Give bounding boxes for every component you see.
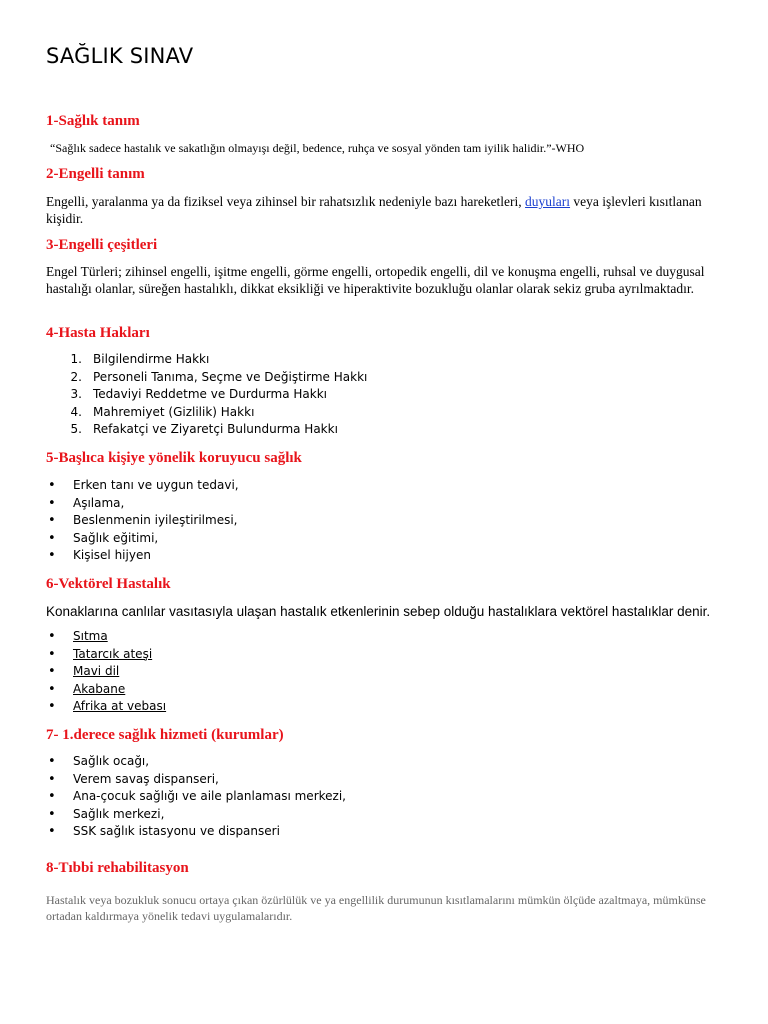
document-page: SAĞLIK SINAV 1-Sağlık tanım “Sağlık sadece hastalık ve sakatlığın olmayışı değil, bedence, ruhça ve sosyal yönden tam iyilik halidir.”-WHO 2-Engelli tanım Engelli, yaralanma ya da fiziksel veya zihinsel bir rahatsızlık nedeniyle bazı hareketleri, duyuları veya işlevleri kısıtlanan kişidir. 3-Engelli çeşitleri Engel Türleri; zihinsel engelli, işitme engelli, görme engelli, ortopedik engelli, dil ve konuşma engelli, ruhsal ve duygusal hastalığı olanlar, süreğen hastalıklı, dikkat eksikliği ve hiperaktivite bozukluğu olanlar olarak sekiz gruba ayrılmaktadır. 4-Hasta Hakları 1. Bilgilendirme Hakkı 2. Personeli Tanıma, Seçme ve Değiştirme Hakkı 3. Tedaviyi Reddetme ve Durdurma Hakkı 4. Mahremiyet (Gizlilik) Hakkı 5. Refakatçi ve Ziyaretçi Bulundurma Hakkı 5-Başlıca kişiye yönelik koruyucu sağlık • Erken tanı ve uygun tedavi, • Aşılama, • Beslenmenin iyileştirilmesi, • Sağlık eğitimi, • Kişisel hijyen 6-Vektörel Hastalık Konaklarına canlılar vasıtasıyla ulaşan hastalık etkenlerinin sebep olduğu hastalıklara vektörel hastalıklar denir. • Sıtma • Tatarcık ateşi • Mavi dil • Akabane • Afrika at vebası 7- 1.derece sağlık hizmeti (kurumlar) • Sağlık ocağı, • Verem savaş dispanseri, • Ana-çocuk sağlığı ve aile planlaması merkezi, • Sağlık merkezi, • SSK sağlık istasyonu ve dispanseri 8-Tıbbi rehabilitasyon Hastalık veya bozukluk sonucu ortaya çıkan özürlülük ve ya engellilik durumunun kısıtlamalarını mümkün ölçüde azaltmaya, mümkünse ortadan kaldırmaya yönelik tedavi uygulamalarıdır. [0,0,768,1024]
bullet: • [48,495,56,511]
page-title: SAĞLIK SINAV [46,44,194,68]
section-3-text: Engel Türleri; zihinsel engelli, işitme engelli, görme engelli, ortopedik engelli, dil ve konuşma engelli, ruhsal ve duygusal hastalığı olanlar, süreğen hastalıklı, dikkat eksikliği ve hiperaktivite bozukluğu olanlar olarak sekiz gruba ayrılmaktadır. [46,264,705,296]
section-4-heading: 4-Hasta Hakları [46,325,150,341]
section-5-heading: 5-Başlıca kişiye yönelik koruyucu sağlık [46,450,302,466]
bullet: • [48,478,56,493]
bullet: • [48,513,56,528]
section-1-heading: 1-Sağlık tanım [46,113,140,129]
disease-link[interactable]: Mavi dil [73,664,120,678]
bullet: • [48,646,56,662]
section-2-text-after: veya işlevleri kısıtlanan kişidir. [46,194,702,226]
section-3-heading: 3-Engelli çeşitleri [46,237,158,253]
disease-link[interactable]: Tatarcık ateşi [73,646,153,661]
bullet: • [48,699,56,714]
bullet: • [48,754,56,769]
bullet: • [48,548,56,563]
bullet: • [48,771,56,787]
disease-link[interactable]: Sıtma [73,629,108,643]
section-8-heading: 8-Tıbbi rehabilitasyon [46,860,189,876]
section-7-heading: 7- 1.derece sağlık hizmeti (kurumlar) [46,727,284,743]
section-6-heading: 6-Vektörel Hastalık [46,576,171,592]
bullet: • [48,681,56,697]
section-6-text: Konaklarına canlılar vasıtasıyla ulaşan hastalık etkenlerinin sebep olduğu hastalıklara vektörel hastalıklar denir. [46,604,711,619]
bullet: • [48,530,56,546]
section-2-text [46,193,736,227]
bullet: • [48,789,56,804]
bullet: • [48,824,56,839]
section-2-heading: 2-Engelli tanım [46,166,145,182]
section-1-text: “Sağlık sadece hastalık ve sakatlığın olmayışı değil, bedence, ruhça ve sosyal yönden tam iyilik halidir.”-WHO [50,141,585,155]
bullet: • [48,806,56,822]
bullet: • [48,664,56,679]
disease-link[interactable]: Akabane [73,681,126,696]
section-2-text-before: Engelli, yaralanma ya da fiziksel veya zihinsel bir rahatsızlık nedeniyle bazı hareketleri, [46,194,526,209]
section-8-text: Hastalık veya bozukluk sonucu ortaya çıkan özürlülük ve ya engellilik durumunun kısıtlamalarını mümkün ölçüde azaltmaya, mümkünse ortadan kaldırmaya yönelik tedavi uygulamalarıdır. [46,893,706,923]
duyulari-link[interactable]: duyuları [525,194,571,209]
bullet: • [48,629,56,644]
disease-link[interactable]: Afrika at vebası [73,699,167,713]
